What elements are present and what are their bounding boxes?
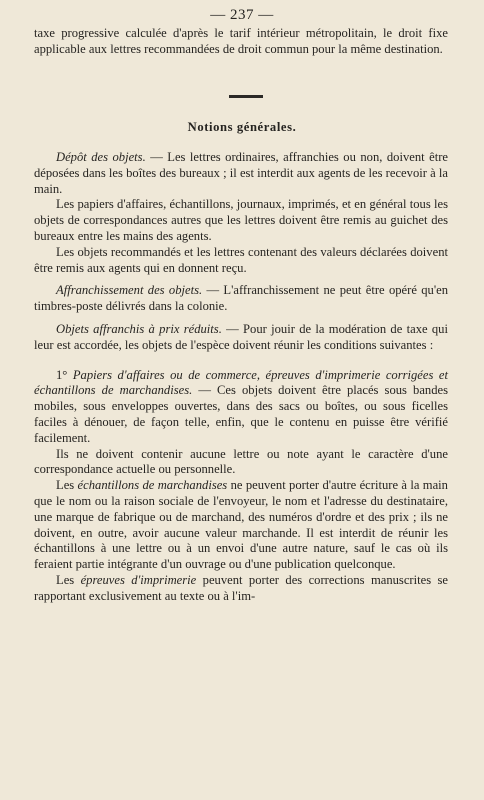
affranchissement-title: Affranchissement des objets. <box>56 283 203 298</box>
condition-1-title: Papiers d'affaires ou de commerce, épreuves d'imprimerie corrigées et échantillons de marchandises. <box>34 367 448 398</box>
condition-1-lead: 1° <box>56 367 73 382</box>
ne-doivent-paragraph: Ils ne doivent contenir aucune lettre ou note ayant le caractère d'une correspondance actuelle ou personnelle. <box>34 446 448 477</box>
reduits-text: — Pour jouir de la modération de taxe qui leur est accordée, les objets de l'espèce doivent réunir les conditions suivantes : <box>34 321 448 352</box>
epreuves-term: épreuves d'imprimerie <box>80 572 197 587</box>
depot-paragraph <box>34 150 448 197</box>
intro-text: taxe progressive calculée d'après le tarif intérieur métropolitain, le droit fixe applicable aux lettres recommandées de droit commun pour la même destination. <box>34 26 448 56</box>
body-text <box>34 150 448 605</box>
reduits-paragraph <box>34 322 448 354</box>
depot-text: — Les lettres ordinaires, affranchies ou non, doivent être déposées dans les boîtes des bureaux ; il est interdit aux agents de les recevoir à la main. <box>34 150 448 196</box>
echantillons-term: échantillons de marchandises <box>77 478 228 493</box>
recommandes-paragraph: Les objets recommandés et les lettres contenant des valeurs déclarées doivent être remis aux agents qui en donnent reçu. <box>34 244 448 275</box>
echantillons-after: ne peuvent porter d'autre écriture à la main que le nom ou la raison sociale de l'envoyeur, le nom et l'adresse du destinataire, une marque de fabrique ou de marchand, des numéros d'ordre et des prix ; ils ne doivent, en outre, avoir aucune valeur marchande. Il est interdit de réunir les échantillons à une lettre ou à un envoi d'une autre nature, sauf le cas où ils feraient partie intégrante d'un ouvrage ou d'une publication quelconque. <box>34 478 448 572</box>
condition-1-paragraph <box>34 368 448 447</box>
reduits-title: Objets affranchis à prix réduits. <box>56 321 222 336</box>
epreuves-paragraph <box>34 573 448 605</box>
epreuves-before: Les <box>56 572 81 587</box>
page-number: — 237 — <box>210 7 274 23</box>
section-heading: Notions générales. <box>187 120 297 134</box>
affranchissement-paragraph <box>34 283 448 315</box>
echantillons-paragraph <box>34 478 448 573</box>
epreuves-after: peuvent porter des corrections manuscrites se rapportant exclusivement au texte ou à l'im- <box>34 572 448 603</box>
section-divider <box>229 95 263 98</box>
affranchissement-text: — L'affranchissement ne peut être opéré qu'en timbres-poste délivrés dans la colonie. <box>34 283 448 314</box>
depot-title: Dépôt des objets. <box>56 150 146 164</box>
condition-1-text: — Ces objets doivent être placés sous bandes mobiles, sous enveloppes ouvertes, dans des sacs ou boîtes, ou sous ficelles faciles à dénouer, de façon telle, enfin, que le contenu en puisse être vérifié facilement. <box>34 383 448 445</box>
echantillons-before: Les <box>56 478 78 493</box>
papiers-paragraph: Les papiers d'affaires, échantillons, journaux, imprimés, et en général tous les objets de correspondances autres que les lettres doivent être remis au guichet des bureaux entre les mains des agents. <box>34 197 448 243</box>
intro-paragraph <box>34 26 448 58</box>
